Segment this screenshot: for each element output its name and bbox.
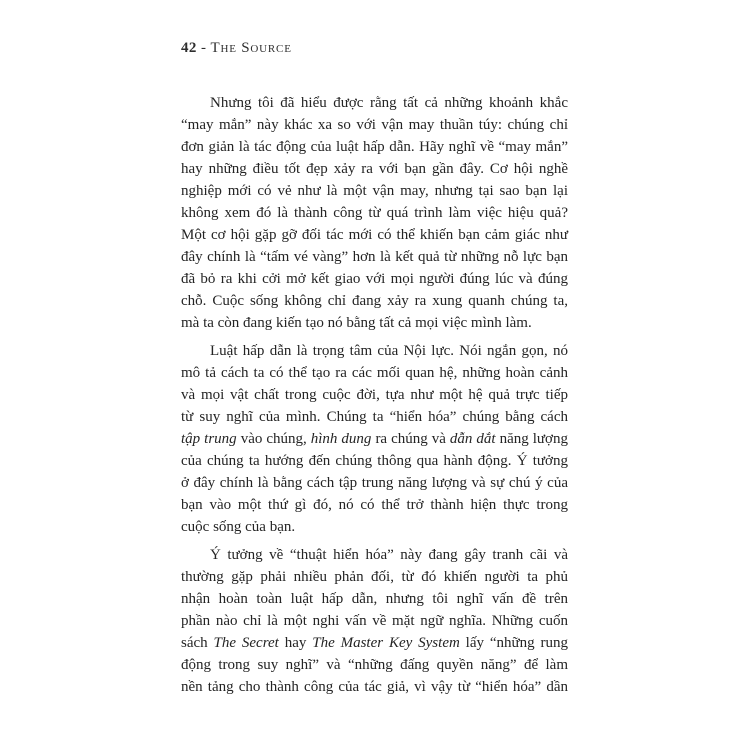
text-line (181, 136, 568, 158)
page-body (181, 92, 568, 704)
header-separator: - (196, 40, 211, 56)
paragraph (181, 544, 568, 698)
italic-text-run: The Master Key System (312, 635, 460, 651)
text-run: của chúng ta hướng đến chúng thông qua hành động. Ý tưởng (181, 453, 568, 469)
text-run: từ suy nghĩ của mình. Chúng ta “hiển hóa” chúng bằng cách (181, 409, 568, 425)
text-run: đây chính là “tấm vé vàng” hơn là kết quả từ những nỗ lực bạn (181, 249, 568, 265)
text-run: không xem đó là thành công từ quá trình làm việc hiệu quả? (181, 205, 568, 221)
text-run: hay (278, 635, 313, 651)
text-line (181, 428, 568, 450)
text-line (181, 224, 568, 246)
text-line (181, 180, 568, 202)
text-line (181, 158, 568, 180)
text-run: lấy “những rung (459, 635, 569, 651)
text-run: “may mắn” này khác xa so với vận may thuần túy: chúng chỉ (181, 117, 568, 133)
text-line (181, 472, 568, 494)
text-line (181, 384, 568, 406)
italic-text-run: The Secret (213, 635, 279, 651)
text-run: mà ta còn đang kiến tạo nó bằng tất cả mọi việc mình làm. (181, 315, 532, 331)
text-line (181, 246, 568, 268)
text-run: nền tảng cho thành công của tác giả, vì vậy từ “hiển hóa” dần (181, 679, 568, 695)
text-run: động trong suy nghĩ” và “những đấng quyền năng” để làm (181, 657, 568, 673)
text-run: phần nào chỉ là một nghi vấn về mặt ngữ nghĩa. Những cuốn (181, 613, 568, 629)
running-header (181, 40, 292, 57)
text-run: ở đây chính là bằng cách tập trung năng lượng và sự chú ý của (181, 475, 568, 491)
text-line (181, 362, 568, 384)
text-line (181, 312, 568, 334)
italic-text-run: dẫn dắt (449, 431, 496, 447)
text-line (181, 494, 568, 516)
text-run: đơn giản là tác động của luật hấp dẫn. Hãy nghĩ về “may mắn” (181, 139, 568, 155)
text-run: nghiệp mới có vẻ như là một vận may, nhưng tại sao bạn lại (181, 183, 568, 199)
text-run: và mọi vật chất trong cuộc đời, tựa như một hệ quả trực tiếp (181, 387, 568, 403)
text-line (181, 516, 568, 538)
text-line (181, 406, 568, 428)
text-line (181, 92, 568, 114)
text-run: thường gặp phải nhiều phản đối, từ đó khiến người ta phủ (181, 569, 568, 585)
text-line (181, 114, 568, 136)
text-run: Ý tưởng về “thuật hiển hóa” này đang gây tranh cãi và (210, 547, 568, 563)
paragraph (181, 340, 568, 538)
text-line (181, 588, 568, 610)
text-line (181, 544, 568, 566)
text-line (181, 202, 568, 224)
text-line (181, 632, 568, 654)
text-run: đã bỏ ra khi cởi mở kết giao với mọi người đúng lúc và đúng (181, 271, 568, 287)
text-run: vào chúng, (236, 431, 311, 447)
paragraph (181, 92, 568, 334)
text-run: bạn vào một thứ gì đó, nó có thể trở thành hiện thực trong (181, 497, 568, 513)
text-line (181, 654, 568, 676)
italic-text-run: hình dung (310, 431, 372, 447)
page-number: 42 (181, 40, 197, 56)
text-line (181, 268, 568, 290)
text-run: sách (181, 635, 214, 651)
text-run: nhận hoàn toàn luật hấp dẫn, nhưng tôi nghĩ vấn đề trên (181, 591, 568, 607)
text-line (181, 290, 568, 312)
text-line (181, 566, 568, 588)
book-title: The Source (210, 40, 292, 56)
text-run: Luật hấp dẫn là trọng tâm của Nội lực. Nói ngắn gọn, nó (210, 343, 568, 359)
text-line (181, 340, 568, 362)
text-line (181, 676, 568, 698)
text-run: Một cơ hội gặp gỡ đối tác mới có thể khiến bạn cảm giác như (181, 227, 568, 243)
text-run: mô tả cách ta có thể tạo ra các mối quan hệ, những hoàn cảnh (181, 365, 568, 381)
text-run: hay những điều tốt đẹp xảy ra với bạn gần đây. Cơ hội nghề (181, 161, 568, 177)
text-run: cuộc sống của bạn. (181, 519, 296, 535)
text-line (181, 450, 568, 472)
text-run: chỗ. Cuộc sống không chỉ đang xảy ra xung quanh chúng ta, (181, 293, 568, 309)
text-line (181, 610, 568, 632)
italic-text-run: tập trung (181, 431, 237, 447)
text-run: Nhưng tôi đã hiểu được rằng tất cả những khoảnh khắc (210, 95, 568, 111)
text-run: ra chúng và (371, 431, 450, 447)
text-run: năng lượng (495, 431, 568, 447)
